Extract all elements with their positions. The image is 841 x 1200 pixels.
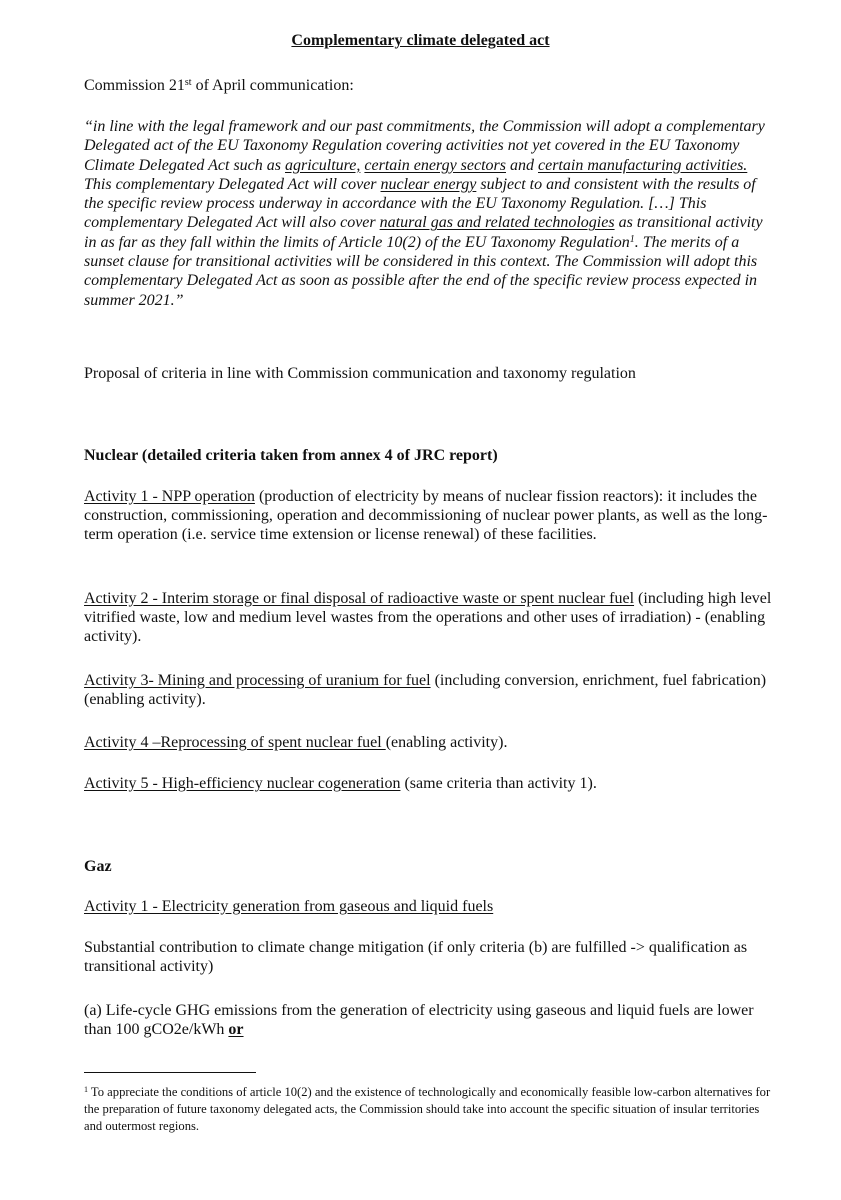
- nuclear-activity-4: Activity 4 –Reprocessing of spent nuclear fuel (enabling activity).: [84, 734, 508, 751]
- nuclear-activity-3: Activity 3- Mining and processing of uranium for fuel (including conversion, enrichment, fuel fabrication) (enabling activity).: [84, 672, 767, 708]
- gas-criterion-a: (a) Life-cycle GHG emissions from the generation of electricity using gaseous and liquid fuels are lower than 100 gCO2e/kWh or: [84, 1002, 754, 1038]
- underlined-manufacturing: certain manufacturing activities.: [538, 156, 748, 174]
- intro-line: Commission 21st of April communication:: [84, 77, 354, 94]
- footnote-ref: 1: [629, 233, 635, 245]
- gas-heading: Gaz: [84, 858, 112, 875]
- underlined-energy-sectors: certain energy sectors: [364, 156, 506, 174]
- underlined-agriculture: agriculture,: [285, 156, 361, 174]
- proposal-line: Proposal of criteria in line with Commission communication and taxonomy regulation: [84, 365, 636, 382]
- underlined-nuclear-energy: nuclear energy: [380, 175, 477, 193]
- footnote: $^1$ To appreciate the conditions of article 10(2) and the existence of technologically and economically feasible low-carbon alternatives for the preparation of future taxonomy delegated acts, the Commission should take into account the specific situation of insular territories and outermost regions.: [84, 1085, 771, 1133]
- footnote-separator: [84, 1072, 256, 1073]
- commission-quote: “in line with the legal framework and our past commitments, the Commission will adopt a complementary Delegated act of the EU Taxonomy Regulation covering activities not yet covered in the EU Taxonomy Climate Delegated Act such as agriculture, certain energy sectors and certain manufacturing activities. This complementary Delegated Act will cover nuclear energy subject to and consistent with the results of the specific review process underway in accordance with the EU Taxonomy Regulation. […] This complementary Delegated Act will also cover natural gas and related technologies as transitional activity in as far as they fall within the limits of Article 10(2) of the EU Taxonomy Regulation$^1$. The merits of a sunset clause for transitional activities will be considered in this context. The Commission will adopt this complementary Delegated Act as soon as possible after the end of the specific review process expected in summer 2021.”: [84, 118, 765, 309]
- nuclear-heading: Nuclear (detailed criteria taken from annex 4 of JRC report): [84, 447, 498, 464]
- document-title: Complementary climate delegated act: [291, 32, 550, 49]
- nuclear-activity-1: Activity 1 - NPP operation (production of electricity by means of nuclear fission reactors): it includes the construction, commissioning, operation and decommissioning of nuclear power plants, as well as the long-term operation (i.e. service time extension or license renewal) of these facilities.: [84, 488, 768, 543]
- or-keyword: or: [228, 1021, 244, 1038]
- gas-activity-1: Activity 1 - Electricity generation from gaseous and liquid fuels: [84, 898, 494, 915]
- nuclear-activity-5: Activity 5 - High-efficiency nuclear cogeneration (same criteria than activity 1).: [84, 775, 597, 792]
- underlined-natural-gas: natural gas and related technologies: [379, 214, 615, 232]
- nuclear-activity-2: Activity 2 - Interim storage or final disposal of radioactive waste or spent nuclear fuel (including high level vitrified waste, low and medium level wastes from the operations and other uses of irradiation) - (enabling activity).: [84, 590, 772, 645]
- gas-contribution: Substantial contribution to climate change mitigation (if only criteria (b) are fulfilled -> qualification as transitional activity): [84, 939, 748, 975]
